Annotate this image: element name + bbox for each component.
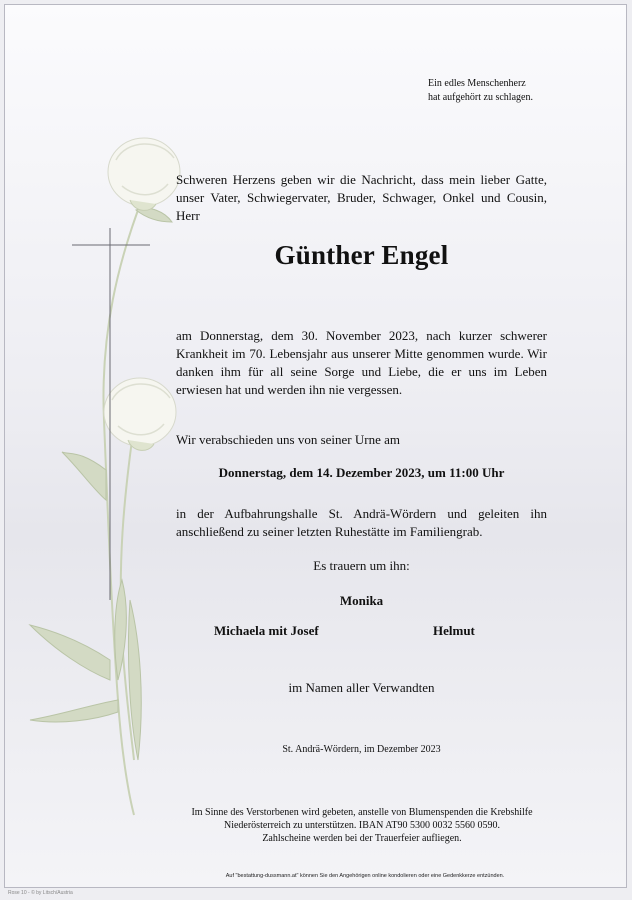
mourner-right: Helmut <box>433 623 475 638</box>
mourner-primary: Monika <box>339 593 384 608</box>
rose-top <box>108 138 180 210</box>
farewell-date: Donnerstag, dem 14. Dezember 2023, um 11:00 Uhr <box>218 465 505 480</box>
location-text: in der Aufbahrungshalle St. Andrä-Wördern und geleiten ihn anschließend zu seiner letzten Ruhestätte im Familiengrab. <box>176 506 547 539</box>
motto-line-1: Ein edles Menschenherz <box>428 78 526 89</box>
mourners-heading: Es trauern um ihn: <box>313 558 410 573</box>
place-date: St. Andrä-Wördern, im Dezember 2023 <box>282 744 441 755</box>
deceased-name: Günther Engel <box>274 240 449 270</box>
relatives-line: im Namen aller Verwandten <box>288 680 435 695</box>
mourner-left: Michaela mit Josef <box>214 623 319 638</box>
notice-line-2: Niederösterreich zu unterstützen. IBAN AT90 5300 0032 5560 0590. <box>223 820 501 831</box>
rose-bottom <box>104 378 176 450</box>
donation-notice <box>170 806 554 845</box>
intro-text: Schweren Herzens geben wir die Nachricht, dass mein lieber Gatte, unser Vater, Schwiegervater, Bruder, Schwager, Onkel und Cousin, Herr <box>176 172 547 223</box>
farewell-intro: Wir verabschieden uns von seiner Urne am <box>176 432 401 447</box>
condolence-footer: Auf "bestattung-dussmann.at" können Sie den Angehörigen online kondolieren oder eine Gedenkkerze entzünden. <box>225 873 505 879</box>
image-credit: Rose 10 - © by Litsch/Austria <box>8 890 73 896</box>
motto <box>428 77 618 105</box>
notice-line-3: Zahlscheine werden bei der Trauerfeier aufliegen. <box>262 833 462 844</box>
motto-line-2: hat aufgehört zu schlagen. <box>428 92 533 103</box>
passing-text: am Donnerstag, dem 30. November 2023, nach kurzer schwerer Krankheit im 70. Lebensjahr aus unserer Mitte genommen wurde. Wir danken ihm für all seine Sorge und Liebe, die er uns im Leben erwiesen hat und werden ihn nie vergessen. <box>176 328 547 397</box>
notice-line-1: Im Sinne des Verstorbenen wird gebeten, anstelle von Blumenspenden die Krebshilfe <box>191 807 533 818</box>
rose-leaves <box>30 208 172 760</box>
